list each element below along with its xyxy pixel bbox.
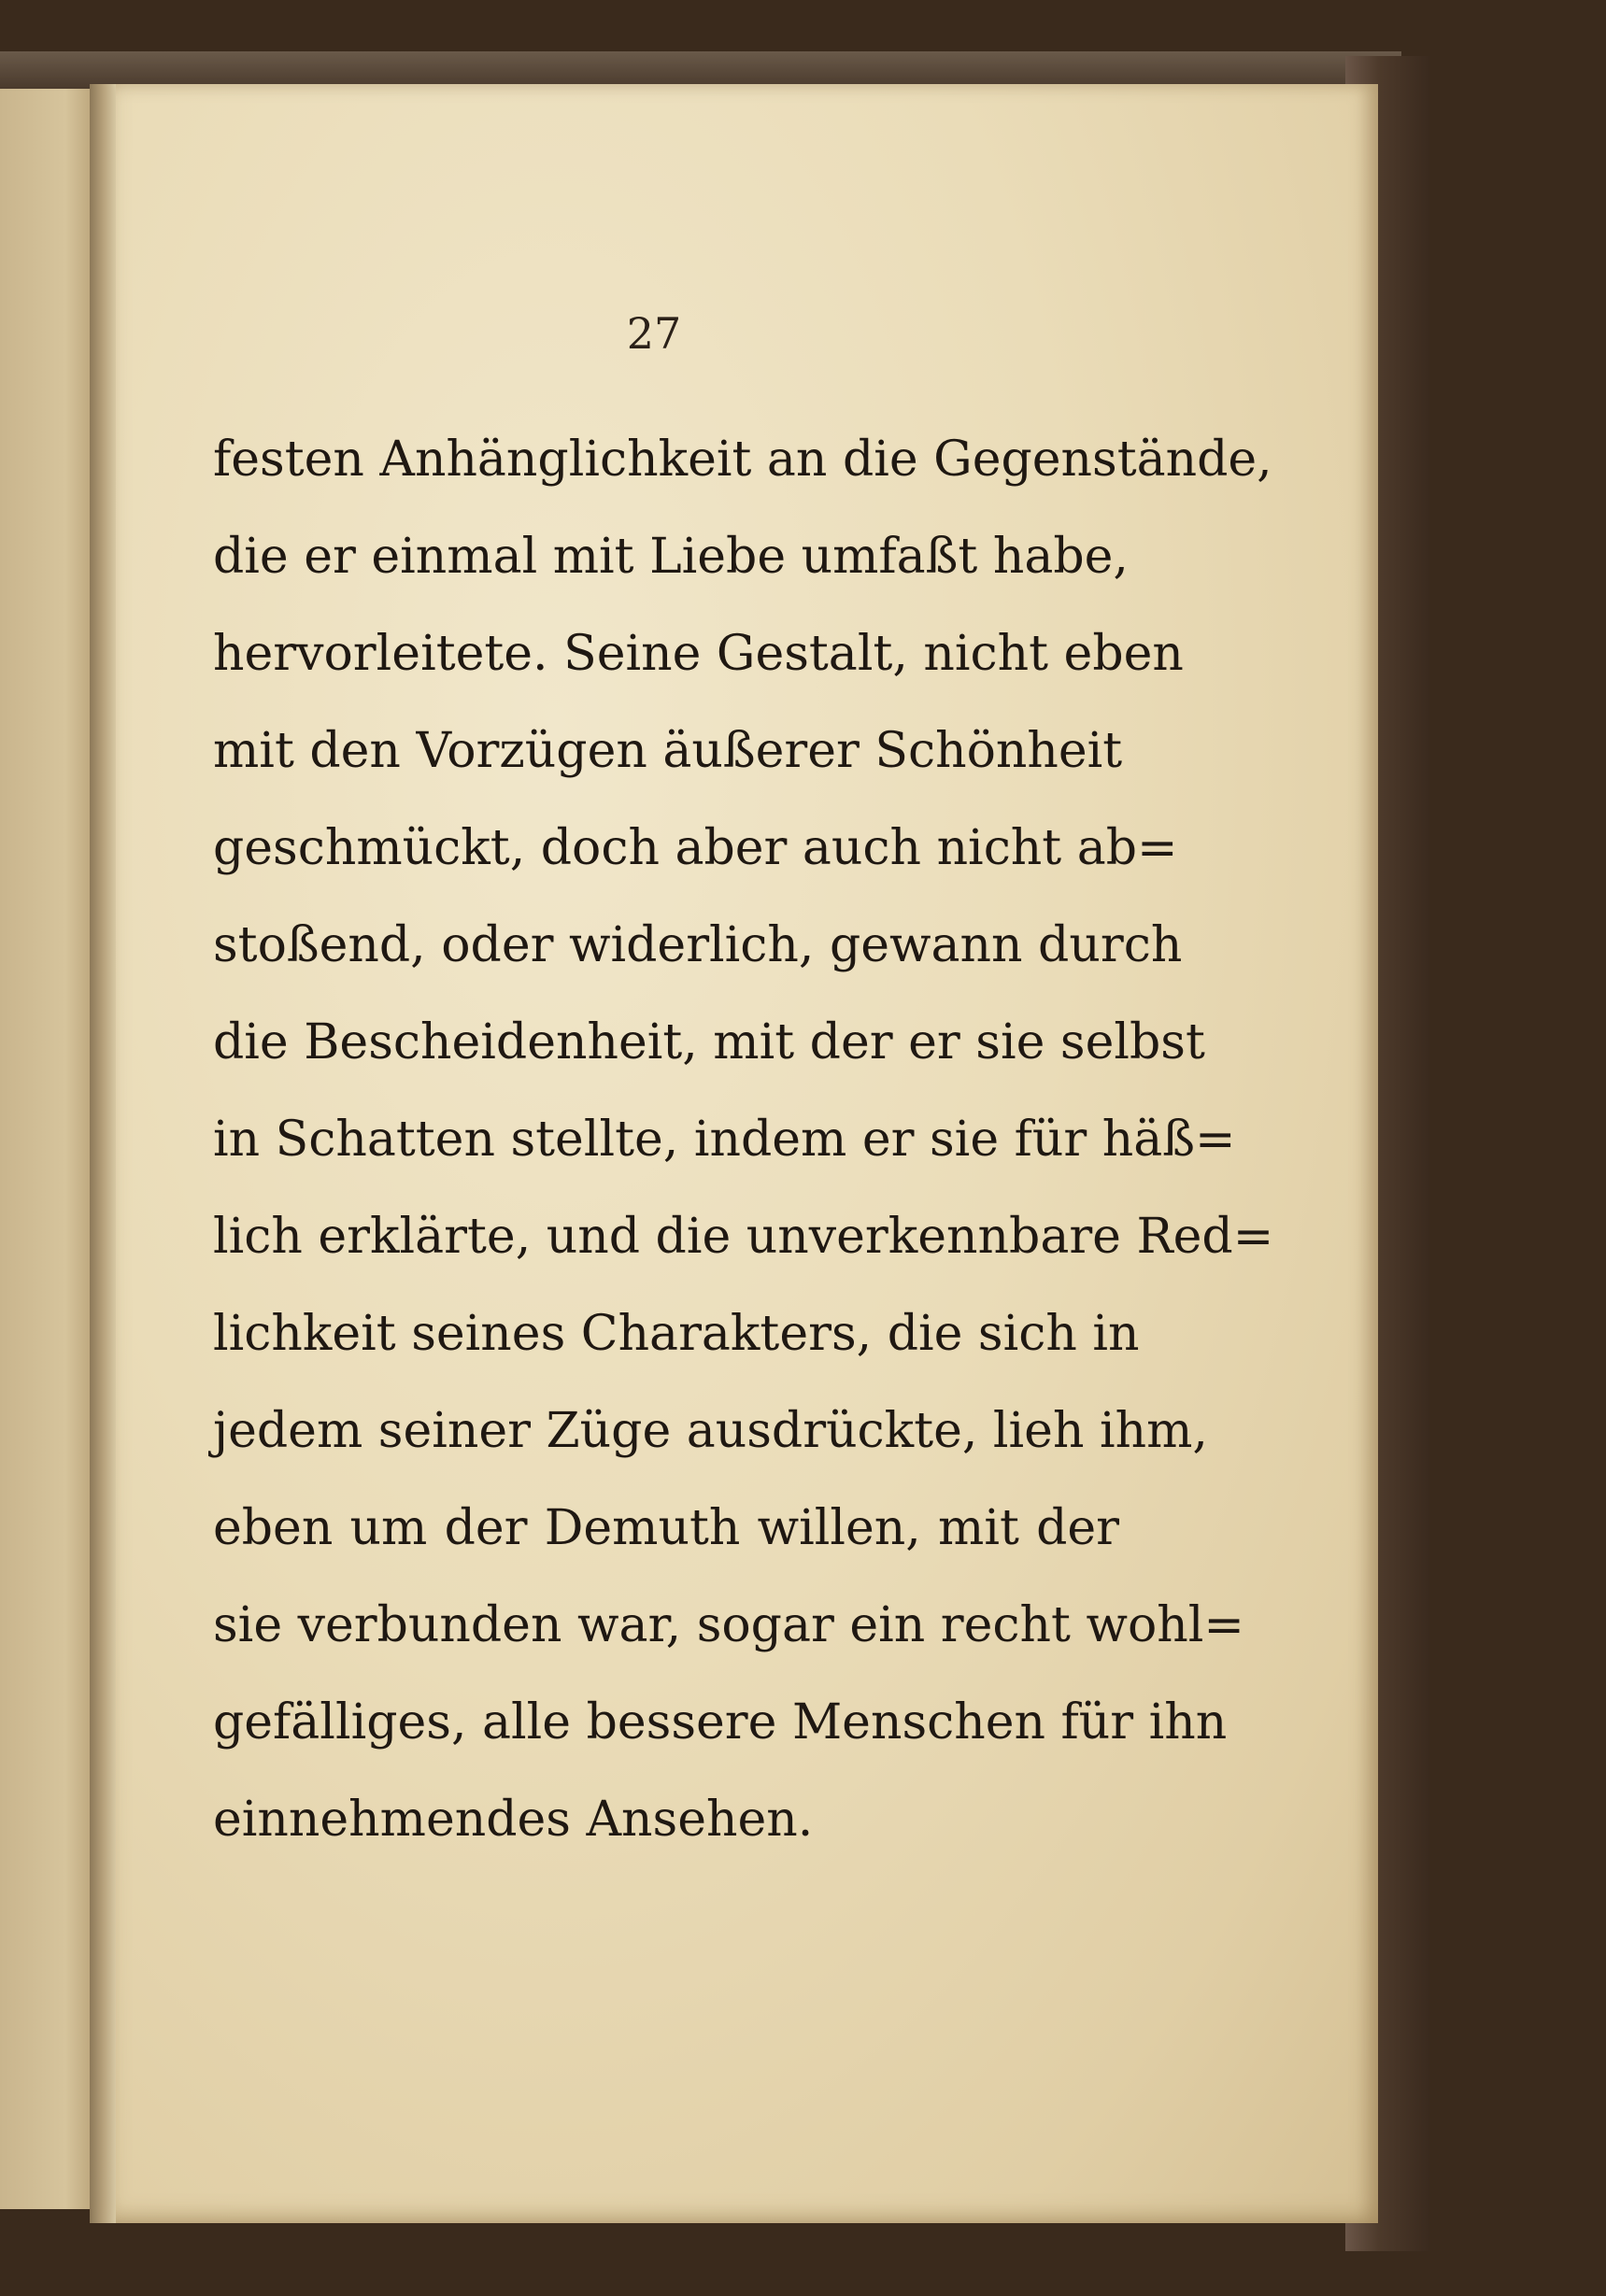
text-line: die er einmal mit Liebe umfaßt habe,	[213, 529, 1129, 585]
text-line: eben um der Demuth willen, mit der	[213, 1500, 1119, 1556]
body-text	[213, 411, 1274, 1868]
page-number: 27	[626, 308, 682, 359]
text-line: sie verbunden war, sogar ein recht wohl=	[213, 1597, 1244, 1653]
text-line: lich erklärte, und die unverkennbare Red=	[213, 1209, 1274, 1265]
text-line: gefälliges, alle bessere Menschen für ihn	[213, 1694, 1228, 1750]
book-gutter	[90, 84, 116, 2223]
text-line: hervorleitete. Seine Gestalt, nicht eben	[213, 626, 1184, 682]
text-line: jedem seiner Züge ausdrückte, lieh ihm,	[213, 1403, 1208, 1459]
text-line: in Schatten stellte, indem er sie für häß=	[213, 1112, 1236, 1168]
left-page-edge	[0, 89, 93, 2209]
text-line: stoßend, oder widerlich, gewann durch	[213, 917, 1183, 973]
book-cover-top-edge	[0, 51, 1401, 89]
text-line: geschmückt, doch aber auch nicht ab=	[213, 820, 1178, 876]
text-line: lichkeit seines Charakters, die sich in	[213, 1306, 1140, 1362]
text-line: mit den Vorzügen äußerer Schönheit	[213, 723, 1123, 779]
text-line: einnehmendes Ansehen.	[213, 1792, 814, 1848]
text-line: die Bescheidenheit, mit der er sie selbst	[213, 1014, 1205, 1070]
text-line: festen Anhänglichkeit an die Gegenstände,	[213, 432, 1272, 488]
